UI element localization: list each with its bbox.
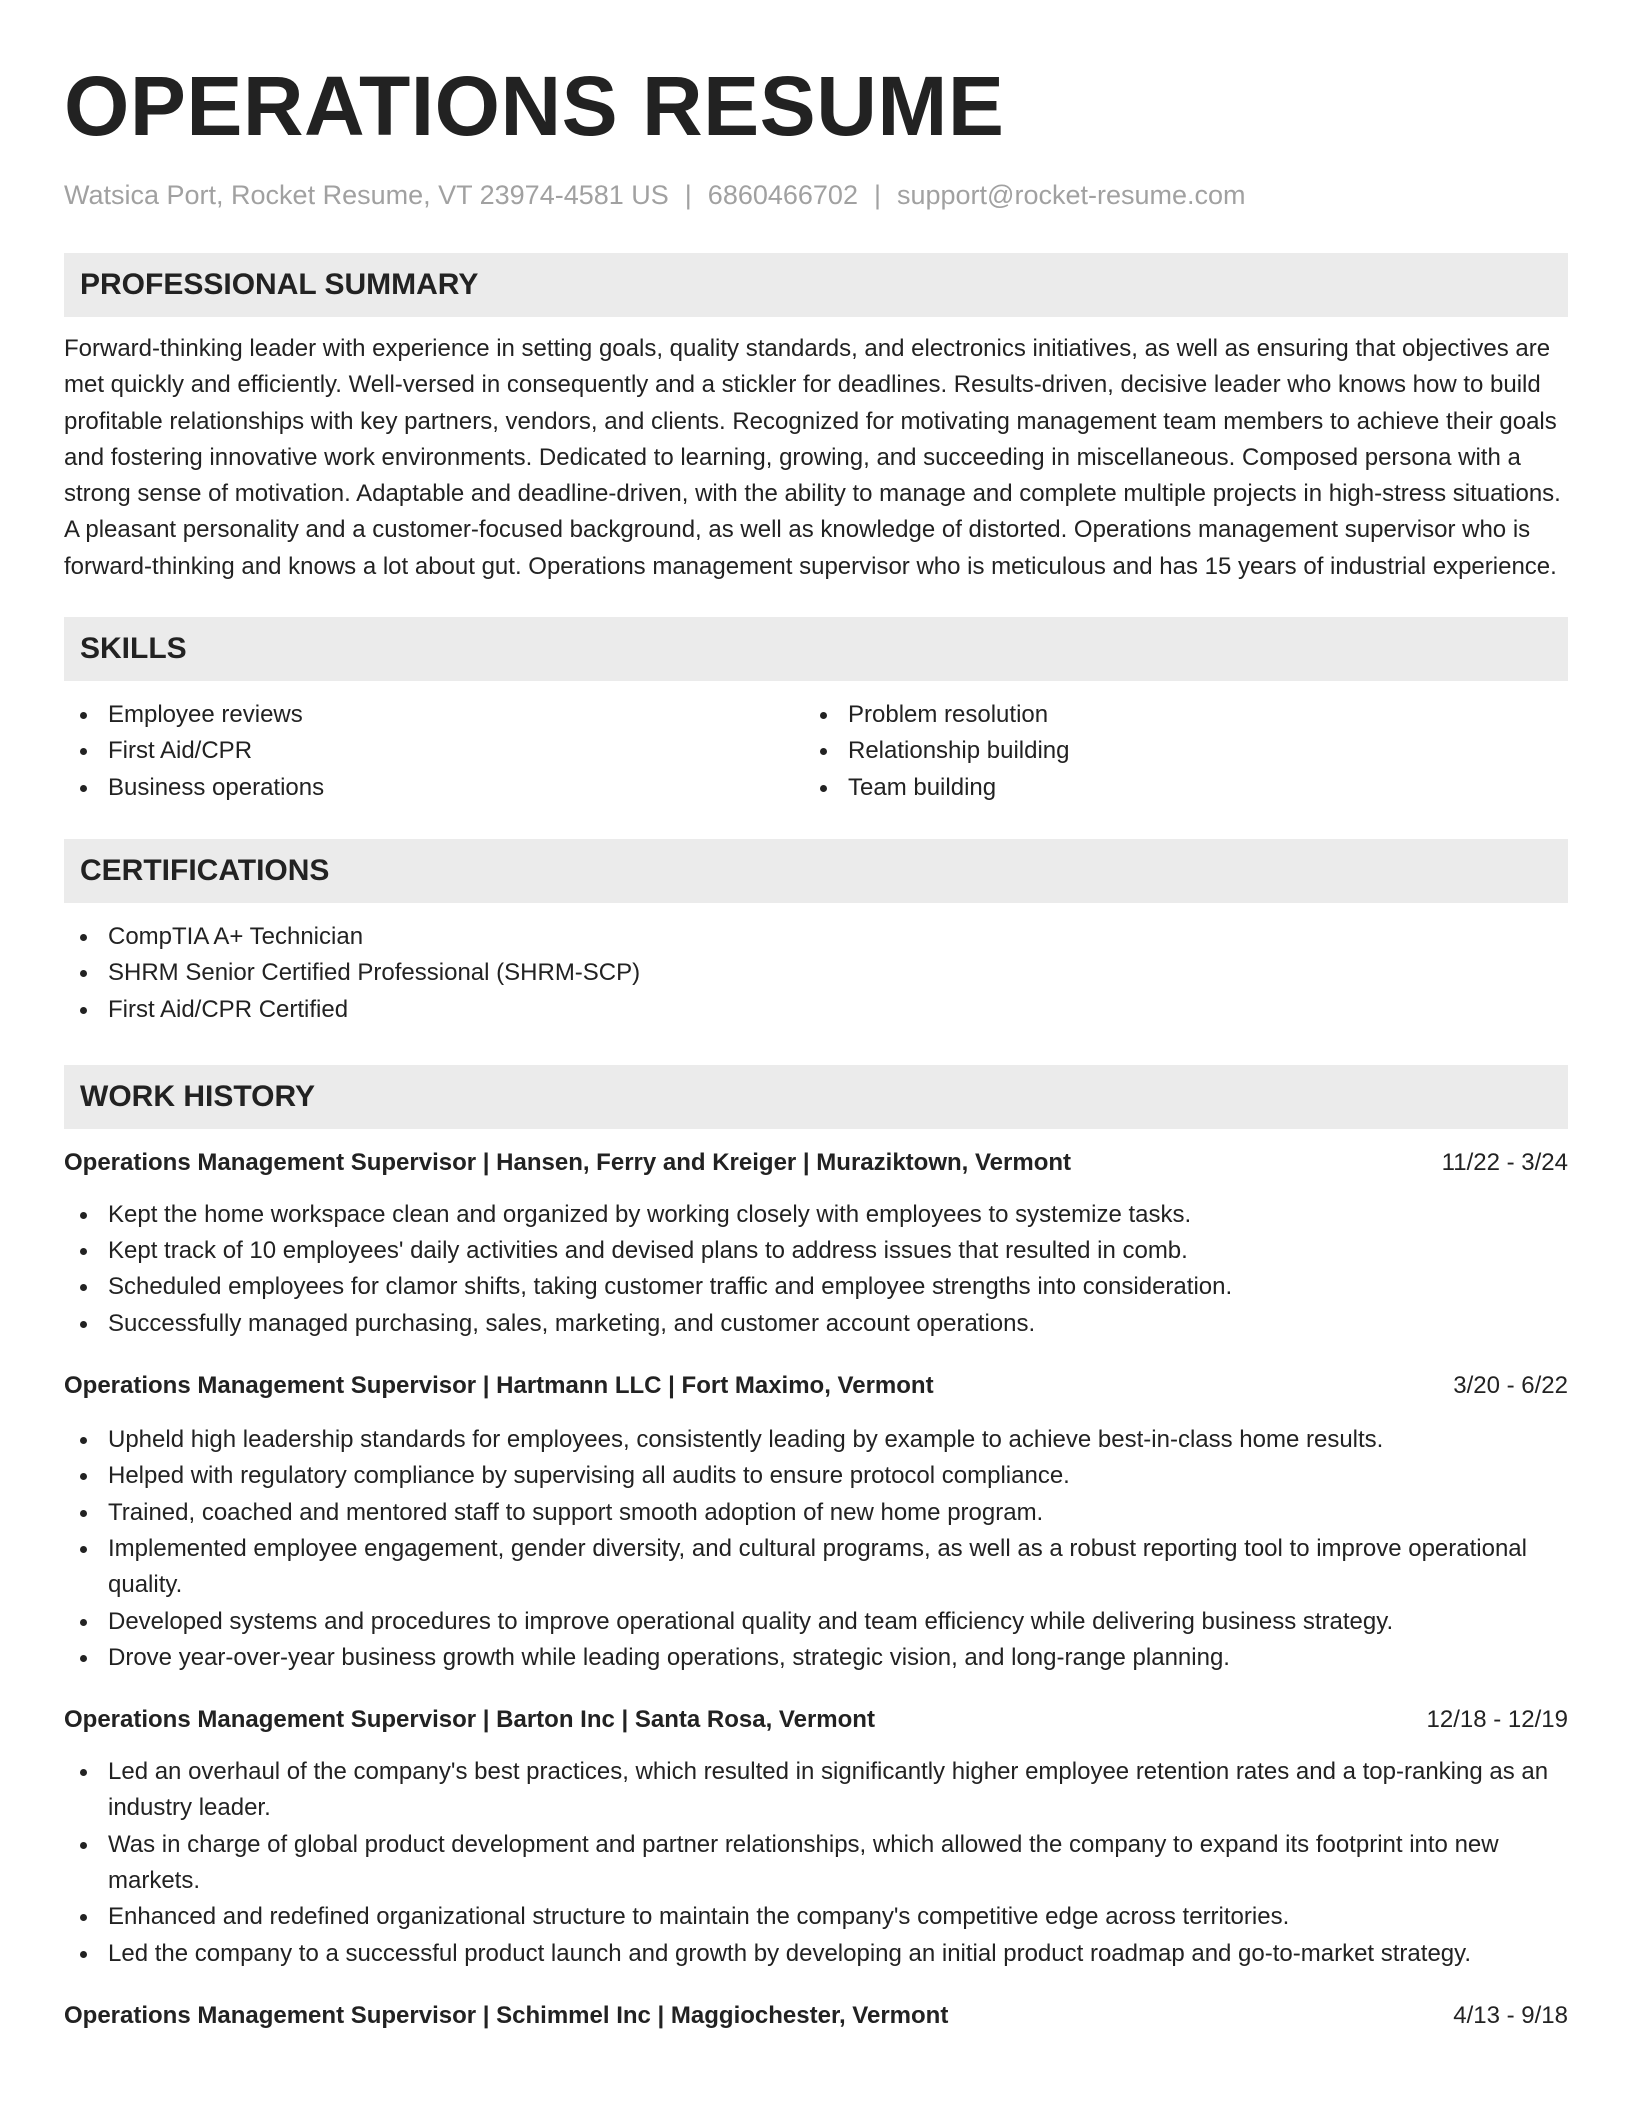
- contact-address: Watsica Port, Rocket Resume, VT 23974-4581 US: [64, 180, 669, 210]
- job-dates: 3/20 - 6/22: [1453, 1372, 1568, 1400]
- job-bullet: Led an overhaul of the company's best practices, which resulted in significantly higher employee retention rates and a top-ranking as an industry leader.: [64, 1754, 1568, 1827]
- job-bullet: Kept the home workspace clean and organized by working closely with employees to systemize tasks.: [64, 1197, 1568, 1233]
- skill-item: Business operations: [64, 770, 804, 806]
- job-header: [64, 1702, 1568, 1738]
- job-dates: 12/18 - 12/19: [1426, 1706, 1568, 1734]
- job-bullet: Enhanced and redefined organizational structure to maintain the company's competitive edge across territories.: [64, 1899, 1568, 1935]
- job-bullet: Helped with regulatory compliance by supervising all audits to ensure protocol compliance.: [64, 1458, 1568, 1494]
- summary-heading: PROFESSIONAL SUMMARY: [64, 253, 1568, 317]
- skill-item: Employee reviews: [64, 697, 804, 733]
- skill-item: Team building: [804, 770, 1544, 806]
- job-header: [64, 1998, 1568, 2034]
- job-entry: [64, 1998, 1568, 2034]
- summary-text: Forward-thinking leader with experience in setting goals, quality standards, and electronics initiatives, as well as ensuring that objectives are met quickly and efficiently. Well-versed in consequently and a stickler for deadlines. Results-driven, decisive leader who knows how to build profitable relationships with key partners, vendors, and clients. Recognized for motivating management team members to achieve their goals and fostering innovative work environments. Dedicated to learning, growing, and succeeding in miscellaneous. Composed persona with a strong sense of motivation. Adaptable and deadline-driven, with the ability to manage and complete multiple projects in high-stress situations. A pleasant personality and a customer-focused background, as well as knowledge of distorted. Operations management supervisor who is forward-thinking and knows a lot about gut. Operations management supervisor who is meticulous and has 15 years of industrial experience.: [64, 335, 1561, 580]
- contact-email: support@rocket-resume.com: [896, 180, 1246, 210]
- job-title: Operations Management Supervisor | Hansen, Ferry and Kreiger | Muraziktown, Vermont: [64, 1148, 1072, 1176]
- job-bullet: Scheduled employees for clamor shifts, taking customer traffic and employee strengths into consideration.: [64, 1269, 1568, 1305]
- contact-separator: |: [684, 180, 692, 210]
- job-title: Operations Management Supervisor | Barton Inc | Santa Rosa, Vermont: [64, 1706, 875, 1734]
- job-bullet: Kept track of 10 employees' daily activities and devised plans to address issues that resulted in comb.: [64, 1233, 1568, 1269]
- work-history-heading: WORK HISTORY: [64, 1065, 1568, 1129]
- skills-column-right: [804, 697, 1544, 806]
- certifications-heading: CERTIFICATIONS: [64, 839, 1568, 903]
- job-entry: [64, 1368, 1568, 1676]
- job-bullet: Developed systems and procedures to improve operational quality and team efficiency while delivering business strategy.: [64, 1604, 1568, 1640]
- job-bullet: Trained, coached and mentored staff to support smooth adoption of new home program.: [64, 1495, 1568, 1531]
- skill-item: Relationship building: [804, 733, 1544, 769]
- job-bullet: Drove year-over-year business growth while leading operations, strategic vision, and long-range planning.: [64, 1640, 1568, 1676]
- job-bullet: Implemented employee engagement, gender diversity, and cultural programs, as well as a robust reporting tool to improve operational quality.: [64, 1531, 1568, 1604]
- job-entry: [64, 1145, 1568, 1342]
- job-bullet: Upheld high leadership standards for employees, consistently leading by example to achieve best-in-class home results.: [64, 1422, 1568, 1458]
- job-dates: 11/22 - 3/24: [1441, 1148, 1568, 1176]
- job-bullets: [64, 1422, 1568, 1676]
- skills-heading: SKILLS: [64, 617, 1568, 681]
- job-header: [64, 1368, 1568, 1404]
- skill-item: Problem resolution: [804, 697, 1544, 733]
- job-entry: [64, 1702, 1568, 1972]
- skills-list: [64, 697, 1568, 806]
- certification-item: SHRM Senior Certified Professional (SHRM-SCP): [64, 955, 1568, 991]
- job-bullets: [64, 1197, 1568, 1342]
- skill-item: First Aid/CPR: [64, 733, 804, 769]
- job-title: Operations Management Supervisor | Hartmann LLC | Fort Maximo, Vermont: [64, 1372, 934, 1400]
- contact-line: [64, 178, 1568, 212]
- contact-phone: 6860466702: [707, 180, 858, 210]
- job-bullet: Was in charge of global product development and partner relationships, which allowed the company to expand its footprint into new markets.: [64, 1827, 1568, 1900]
- job-bullet: Led the company to a successful product launch and growth by developing an initial product roadmap and go-to-market strategy.: [64, 1936, 1568, 1972]
- job-header: [64, 1145, 1568, 1181]
- certification-item: First Aid/CPR Certified: [64, 992, 1568, 1028]
- job-dates: 4/13 - 9/18: [1453, 2001, 1568, 2029]
- job-bullet: Successfully managed purchasing, sales, marketing, and customer account operations.: [64, 1306, 1568, 1342]
- job-title: Operations Management Supervisor | Schimmel Inc | Maggiochester, Vermont: [64, 2001, 949, 2029]
- certifications-list: [64, 919, 1568, 1028]
- job-bullets: [64, 1754, 1568, 1972]
- skills-column-left: [64, 697, 804, 806]
- contact-separator: |: [873, 180, 881, 210]
- certification-item: CompTIA A+ Technician: [64, 919, 1568, 955]
- resume-title: OPERATIONS RESUME: [64, 59, 1005, 153]
